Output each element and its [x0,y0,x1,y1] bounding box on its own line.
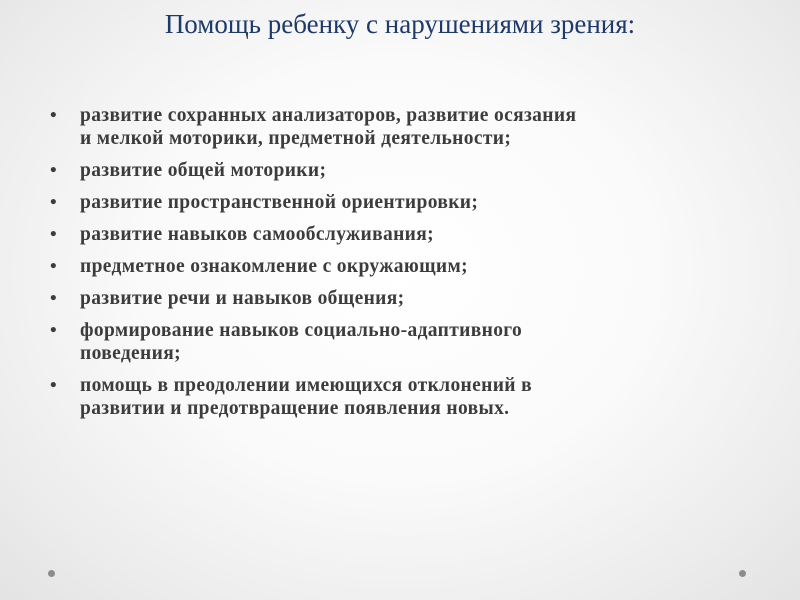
list-item-text: развитие пространственной ориентировки; [80,192,479,213]
list-item [48,191,758,214]
bullet-icon: • [50,105,58,126]
bullet-icon: • [50,320,58,341]
bullet-icon: • [50,192,58,213]
list-item-text: развитие сохранных анализаторов, развитие осязания [80,105,577,126]
slide-content [48,104,758,429]
list-item-text: развитии и предотвращение появления новых. [80,398,510,419]
list-item [48,319,758,365]
corner-decoration-left [48,570,55,577]
list-item [48,374,758,420]
bullet-icon: • [50,288,58,309]
bullet-icon: • [50,375,58,396]
bullet-list [48,104,758,420]
list-item-text: помощь в преодолении имеющихся отклонений в [80,375,532,396]
list-item [48,104,758,150]
list-item [48,287,758,310]
list-item-text: поведения; [80,343,181,364]
bullet-icon: • [50,256,58,277]
list-item-text: предметное ознакомление с окружающим; [80,256,468,277]
list-item-text: формирование навыков социально-адаптивного [80,320,523,341]
list-item [48,255,758,278]
bullet-icon: • [50,224,58,245]
list-item-text: развитие общей моторики; [80,160,327,181]
list-item-text: развитие навыков самообслуживания; [80,224,435,245]
list-item [48,223,758,246]
list-item-text: и мелкой моторики, предметной деятельности; [80,128,512,149]
corner-decoration-right [739,570,746,577]
list-item-text: развитие речи и навыков общения; [80,288,405,309]
list-item [48,159,758,182]
slide-title: Помощь ребенку с нарушениями зрения: [164,9,636,39]
bullet-icon: • [50,160,58,181]
